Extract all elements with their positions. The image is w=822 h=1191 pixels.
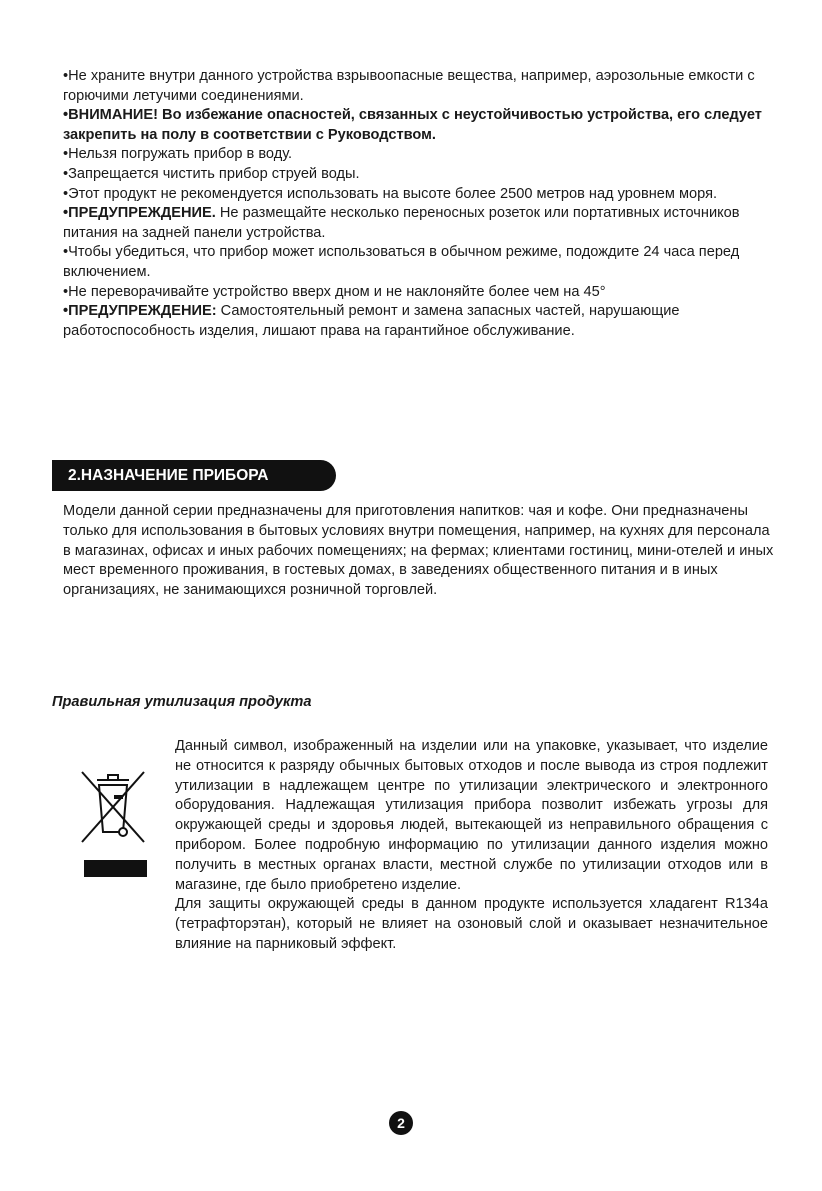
- safety-note-warning: [63, 302, 778, 341]
- note-text: •Запрещается чистить прибор струей воды.: [63, 165, 360, 182]
- note-text: Самостоятельный ремонт и замена запасных частей, нарушающие работоспособность изделия, лишают права на гарантийное обслуживание.: [63, 303, 680, 339]
- note-text: Не размещайте несколько переносных розеток или портативных источников питания на задней панели устройства.: [63, 205, 740, 241]
- note-text: •Не переворачивайте устройство вверх дном и не наклоняйте более чем на 45°: [63, 283, 606, 300]
- disposal-title: Правильная утилизация продукта: [52, 694, 312, 710]
- note-lead: •ПРЕДУПРЕЖДЕНИЕ.: [63, 205, 216, 222]
- disposal-paragraph: Данный символ, изображенный на изделии или на упаковке, указывает, что изделие не относится к разряду обычных бытовых отходов и после вывода из строя подлежит утилизации в надлежащем центре по утилизации электрического и электронного оборудования. Надлежащая утилизация прибора позволит избежать угрозы для окружающей среды и здоровья людей, вытекающей из неправильного обращения с прибором. Более подробную информацию по утилизации данного изделия можно получить в местных органах власти, местной службе по утилизации отходов или в магазине, где было приобретено изделие.: [175, 738, 768, 893]
- crossed-out-wheelie-bin-icon: [78, 766, 148, 846]
- safety-note: [63, 165, 778, 185]
- note-text: •Чтобы убедиться, что прибор может использоваться в обычном режиме, подождите 24 часа перед включением.: [63, 244, 740, 280]
- safety-notes: [63, 67, 778, 341]
- note-lead: •ПРЕДУПРЕЖДЕНИЕ:: [63, 303, 217, 320]
- safety-note: [63, 185, 778, 205]
- safety-note-warning: [63, 106, 778, 145]
- bin-label-mark: [114, 795, 123, 799]
- safety-note: [63, 145, 778, 165]
- safety-note: [63, 67, 778, 106]
- safety-note: [63, 243, 778, 282]
- note-text: •Нельзя погружать прибор в воду.: [63, 146, 293, 163]
- note-text: •Не храните внутри данного устройства взрывоопасные вещества, например, аэрозольные емкости с горючими летучими соединениями.: [63, 68, 755, 104]
- safety-note: [63, 283, 778, 303]
- weee-underline-bar: [84, 860, 147, 877]
- bin-wheel: [119, 828, 127, 836]
- section-header: 2.НАЗНАЧЕНИЕ ПРИБОРА: [52, 460, 336, 491]
- safety-note-warning: [63, 204, 778, 243]
- note-text: •Этот продукт не рекомендуется использовать на высоте более 2500 метров над уровнем моря.: [63, 185, 718, 202]
- refrigerant-paragraph: Для защиты окружающей среды в данном продукте используется хладагент R134a (тетрафторэтан), который не влияет на озоновый слой и оказывает незначительное влияние на парниковый эффект.: [175, 896, 768, 952]
- page-number-badge: 2: [389, 1111, 413, 1135]
- disposal-text: [175, 737, 768, 955]
- section-body: Модели данной серии предназначены для приготовления напитков: чая и кофе. Они предназначены только для использования в бытовых условиях внутри помещения, например, на кухнях для персонала в магазинах, офисах и иных рабочих помещениях; на фермах; клиентами гостиниц, мини-отелей и иных мест временного проживания, в гостевых домах, в заведениях общественного питания и в иных организациях, не занимающихся розничной торговлей.: [63, 503, 774, 599]
- note-lead: •ВНИМАНИЕ! Во избежание опасностей, связанных с неустойчивостью устройства, его следует закрепить на полу в соответствии с Руководством.: [63, 107, 762, 143]
